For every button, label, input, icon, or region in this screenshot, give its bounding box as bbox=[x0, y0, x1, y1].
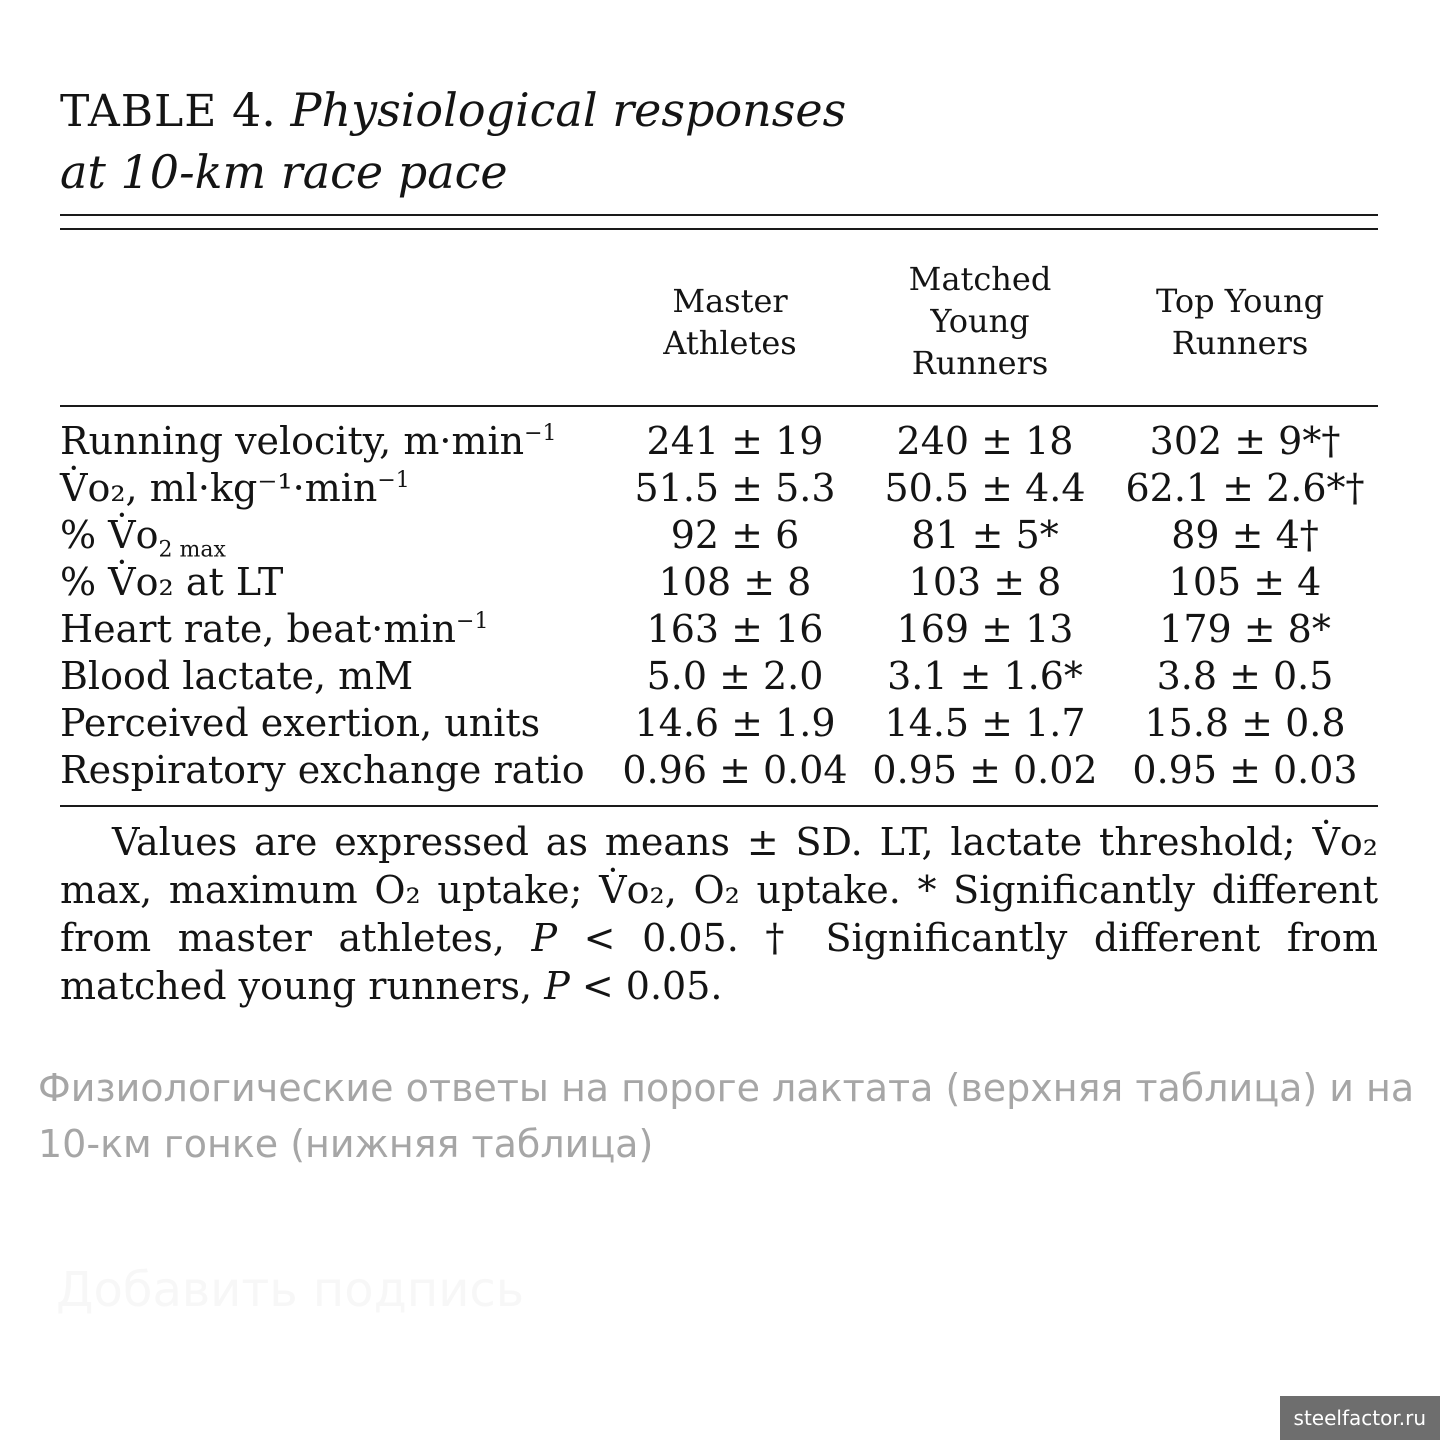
cell-matched: 14.5 ± 1.7 bbox=[884, 701, 1086, 745]
footnote-p: P bbox=[544, 964, 570, 1008]
table-row bbox=[60, 418, 1378, 465]
row-label bbox=[60, 418, 557, 465]
row-label-text: Perceived exertion, units bbox=[60, 701, 541, 745]
cell-top: 302 ± 9*† bbox=[1149, 419, 1341, 463]
table-title-line1: Physiological responses bbox=[290, 83, 847, 137]
cell-master: 108 ± 8 bbox=[658, 560, 812, 604]
row-label-superscript: −1 bbox=[524, 421, 557, 446]
row-label-subscript: 2 max bbox=[158, 537, 226, 563]
row-label bbox=[60, 512, 226, 563]
row-label-text: V̇o₂, ml·kg⁻¹·min bbox=[60, 466, 378, 510]
table-caption bbox=[60, 80, 960, 202]
column-header-line: Master bbox=[672, 282, 788, 320]
row-label-text: Respiratory exchange ratio bbox=[60, 748, 585, 792]
header-rule bbox=[60, 405, 1378, 407]
cell-matched: 169 ± 13 bbox=[896, 607, 1074, 651]
cell-matched: 0.95 ± 0.02 bbox=[872, 748, 1098, 792]
cell-top: 179 ± 8* bbox=[1159, 607, 1331, 651]
cell-master: 241 ± 19 bbox=[646, 419, 824, 463]
cell-matched: 81 ± 5* bbox=[911, 513, 1059, 557]
row-label-text: % V̇o₂ at LT bbox=[60, 560, 284, 604]
cell-master: 14.6 ± 1.9 bbox=[634, 701, 836, 745]
cell-matched: 50.5 ± 4.4 bbox=[884, 466, 1086, 510]
row-label-text: Blood lactate, mM bbox=[60, 654, 414, 698]
row-label bbox=[60, 465, 410, 512]
cell-matched: 240 ± 18 bbox=[896, 419, 1074, 463]
table-row bbox=[60, 747, 1378, 794]
row-label bbox=[60, 653, 413, 700]
row-label-text: Running velocity, m·min bbox=[60, 419, 525, 463]
row-label-superscript: −1 bbox=[377, 468, 410, 493]
cell-top: 3.8 ± 0.5 bbox=[1156, 654, 1334, 698]
top-rule-2 bbox=[60, 228, 1378, 230]
cell-top: 62.1 ± 2.6*† bbox=[1125, 466, 1365, 510]
row-label bbox=[60, 559, 283, 606]
table-row bbox=[60, 606, 1378, 653]
table-row bbox=[60, 465, 1378, 512]
cell-master: 0.96 ± 0.04 bbox=[622, 748, 848, 792]
bottom-rule bbox=[60, 805, 1378, 807]
column-header-line: Young bbox=[930, 302, 1030, 340]
row-label-text: Heart rate, beat·min bbox=[60, 607, 457, 651]
cell-top: 105 ± 4 bbox=[1168, 560, 1322, 604]
footnote-p: P bbox=[531, 916, 558, 960]
footnote-text: < 0.05. bbox=[569, 964, 723, 1008]
row-label-superscript: −1 bbox=[456, 609, 489, 634]
cell-matched: 3.1 ± 1.6* bbox=[887, 654, 1083, 698]
cell-top: 15.8 ± 0.8 bbox=[1144, 701, 1346, 745]
cell-master: 5.0 ± 2.0 bbox=[646, 654, 824, 698]
cell-matched: 103 ± 8 bbox=[908, 560, 1062, 604]
add-caption-input[interactable]: Добавить подпись bbox=[56, 1262, 525, 1318]
table-number: 4. bbox=[232, 83, 276, 137]
image-caption-ru: Физиологические ответы на пороге лактата (верхняя таблица) и на 10-км гонке (нижняя таблица) bbox=[38, 1066, 1415, 1166]
table-row bbox=[60, 700, 1378, 747]
row-label bbox=[60, 606, 488, 653]
column-header-line: Matched bbox=[908, 260, 1052, 298]
cell-top: 0.95 ± 0.03 bbox=[1132, 748, 1358, 792]
column-header-line: Athletes bbox=[663, 324, 797, 362]
table-label: TABLE bbox=[60, 86, 218, 137]
row-label bbox=[60, 747, 585, 794]
column-header-master bbox=[600, 280, 860, 364]
cell-master: 163 ± 16 bbox=[646, 607, 824, 651]
footnote-text: Values are expressed as means ± SD. LT, lactate threshold; V̇o₂ max, maximum O₂ uptake; V̇o₂, O₂ uptake. * Significantly different from master athletes, bbox=[60, 820, 1378, 960]
column-header-line: Runners bbox=[911, 344, 1049, 382]
column-header-top bbox=[1110, 280, 1370, 364]
watermark: steelfactor.ru bbox=[1280, 1396, 1440, 1440]
top-rule bbox=[60, 214, 1378, 216]
row-label bbox=[60, 700, 540, 747]
footnote-text: < 0.05. † Significantly different from matched young runners, bbox=[60, 916, 1378, 1008]
table-footnote bbox=[60, 818, 1378, 1010]
column-header-line: Top Young bbox=[1155, 282, 1325, 320]
cell-master: 92 ± 6 bbox=[670, 513, 800, 557]
column-header-matched bbox=[850, 258, 1110, 384]
table-row bbox=[60, 653, 1378, 700]
table-row bbox=[60, 559, 1378, 606]
table-row bbox=[60, 512, 1378, 563]
column-header-line: Runners bbox=[1171, 324, 1309, 362]
table-title-line2: at 10-km race pace bbox=[60, 145, 508, 199]
cell-top: 89 ± 4† bbox=[1171, 513, 1319, 557]
row-label-text: % V̇o bbox=[60, 513, 159, 557]
cell-master: 51.5 ± 5.3 bbox=[634, 466, 836, 510]
